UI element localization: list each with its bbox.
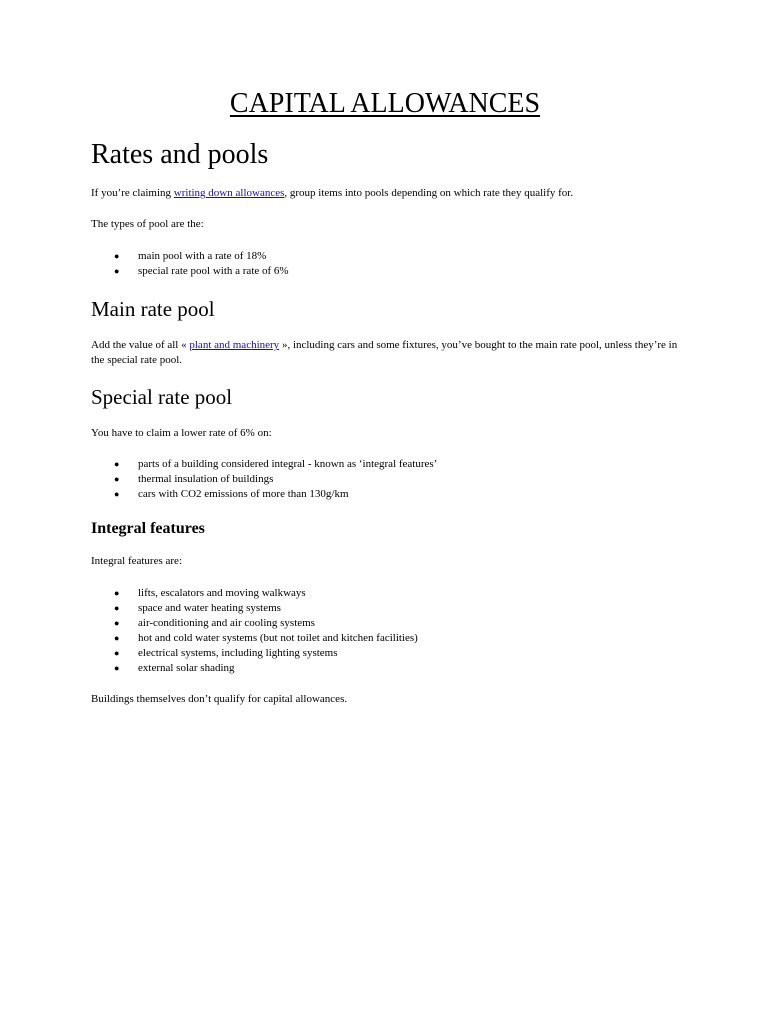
bullet-icon: ● [114, 663, 120, 673]
bullet-icon: ● [114, 633, 120, 643]
rates-intro-text-before: If you’re claiming [91, 187, 174, 199]
bullet-icon: ● [114, 648, 120, 658]
main-rate-text-after: », including cars and some fixtures, you’ve bought to the main rate pool, unless they’re in the special rate pool. [91, 339, 678, 366]
heading-special-rate-pool: Special rate pool [91, 385, 233, 409]
writing-down-allowances-link[interactable]: writing down allowances [173, 187, 285, 199]
list-item: ● thermal insulation of buildings [114, 473, 274, 485]
list-item: ● external solar shading [114, 662, 235, 674]
special-rate-intro: You have to claim a lower rate of 6% on: [91, 427, 272, 439]
main-rate-text-before: Add the value of all « [91, 339, 190, 351]
closing-paragraph: Buildings themselves don’t qualify for capital allowances. [91, 693, 348, 705]
list-item: ● parts of a building considered integral - known as ‘integral features’ [114, 458, 438, 470]
heading-main-rate-pool: Main rate pool [91, 297, 215, 321]
bullet-icon: ● [114, 489, 120, 499]
rates-intro-paragraph [91, 186, 681, 201]
bullet-icon: ● [114, 588, 120, 598]
heading-rates-and-pools: Rates and pools [91, 139, 269, 170]
document-title: CAPITAL ALLOWANCES [229, 88, 541, 119]
integral-features-list [91, 586, 418, 676]
heading-integral-features: Integral features [91, 520, 205, 537]
list-item: ● space and water heating systems [114, 602, 281, 614]
bullet-icon: ● [114, 618, 120, 628]
bullet-icon: ● [114, 266, 120, 276]
list-item: ● electrical systems, including lighting systems [114, 647, 338, 659]
bullet-icon: ● [114, 474, 120, 484]
main-rate-pool-paragraph [91, 338, 681, 368]
bullet-icon: ● [114, 251, 120, 261]
list-item: ● cars with CO2 emissions of more than 130g/km [114, 488, 349, 500]
list-item: ● hot and cold water systems (but not toilet and kitchen facilities) [114, 632, 418, 644]
list-item: ● lifts, escalators and moving walkways [114, 587, 306, 599]
plant-and-machinery-link[interactable]: plant and machinery [189, 339, 280, 351]
bullet-icon: ● [114, 459, 120, 469]
list-item: ● air-conditioning and air cooling systems [114, 617, 315, 629]
pool-types-list [91, 249, 289, 279]
special-rate-list [91, 457, 437, 502]
rates-intro-text-after: , group items into pools depending on which rate they qualify for. [284, 187, 574, 199]
pool-types-intro: The types of pool are the: [91, 218, 204, 230]
bullet-icon: ● [114, 603, 120, 613]
list-item: ● main pool with a rate of 18% [114, 250, 267, 262]
integral-features-intro: Integral features are: [91, 555, 182, 567]
list-item: ● special rate pool with a rate of 6% [114, 265, 289, 277]
